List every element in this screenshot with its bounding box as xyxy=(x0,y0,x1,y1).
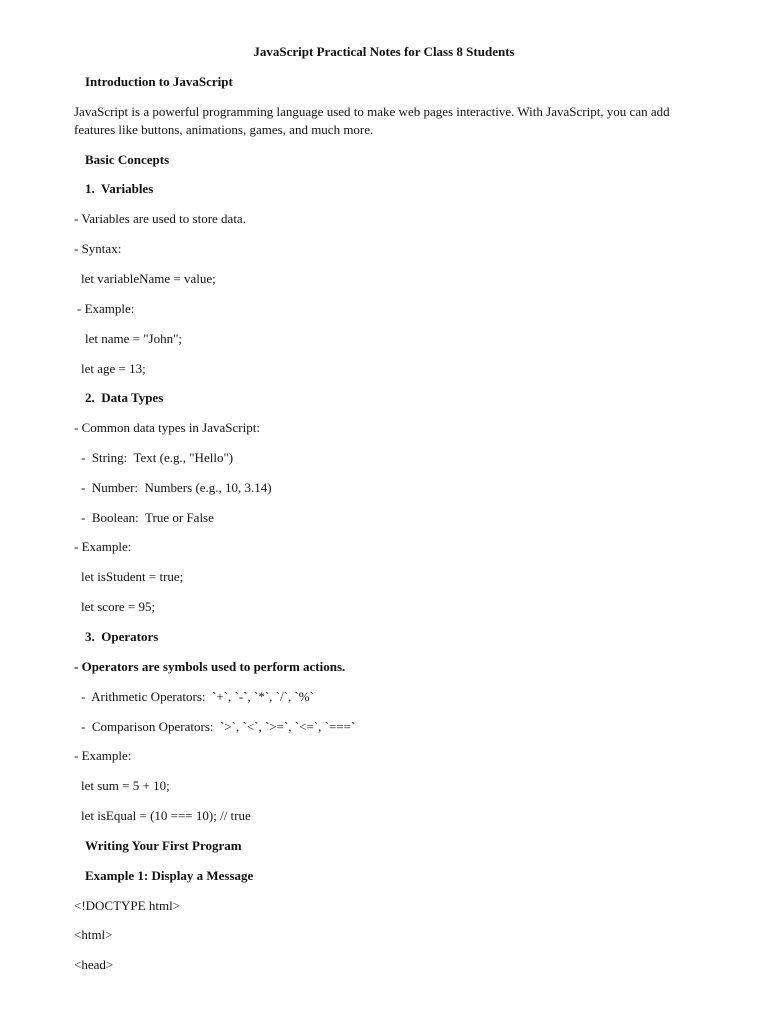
operators-example-line-2: let isEqual = (10 === 10); // true xyxy=(81,808,251,823)
variables-example-line-2: let age = 13; xyxy=(81,361,146,376)
data-type-string: - String: Text (e.g., "Hello") xyxy=(81,450,234,465)
operators-arithmetic: - Arithmetic Operators: `+`, `-`, `*`, `/`, `%` xyxy=(81,689,314,704)
variables-description: - Variables are used to store data. xyxy=(74,211,246,226)
data-type-number: - Number: Numbers (e.g., 10, 3.14) xyxy=(81,480,272,495)
variables-example-label: - Example: xyxy=(77,301,135,316)
code-line-html: <html> xyxy=(74,927,113,942)
variables-syntax-code: let variableName = value; xyxy=(81,271,216,286)
example-1-heading: Example 1: Display a Message xyxy=(85,868,254,883)
operators-example-line-1: let sum = 5 + 10; xyxy=(81,778,170,793)
data-types-heading: 2. Data Types xyxy=(85,390,164,405)
code-line-head: <head> xyxy=(74,957,114,972)
operators-comparison: - Comparison Operators: `>`, `<`, `>=`, `<=`, `===` xyxy=(81,719,356,734)
operators-description: - Operators are symbols used to perform actions. xyxy=(74,659,346,674)
basic-concepts-heading: Basic Concepts xyxy=(85,152,170,167)
data-type-boolean: - Boolean: True or False xyxy=(81,510,214,525)
intro-paragraph-line-2: features like buttons, animations, games, and much more. xyxy=(74,122,374,137)
code-line-doctype: <!DOCTYPE html> xyxy=(74,898,181,913)
document-title: JavaScript Practical Notes for Class 8 Students xyxy=(253,44,515,59)
operators-heading: 3. Operators xyxy=(85,629,159,644)
data-types-example-line-2: let score = 95; xyxy=(81,599,156,614)
variables-heading: 1. Variables xyxy=(85,181,154,196)
data-types-example-label: - Example: xyxy=(74,539,132,554)
variables-example-line-1: let name = "John"; xyxy=(85,331,183,346)
operators-example-label: - Example: xyxy=(74,748,132,763)
variables-syntax-label: - Syntax: xyxy=(74,241,122,256)
first-program-heading: Writing Your First Program xyxy=(85,838,242,853)
data-types-example-line-1: let isStudent = true; xyxy=(81,569,184,584)
intro-paragraph-line-1: JavaScript is a powerful programming language used to make web pages interactive. With JavaScript, you can add xyxy=(74,104,670,119)
intro-heading: Introduction to JavaScript xyxy=(85,74,233,89)
data-types-description: - Common data types in JavaScript: xyxy=(74,420,260,435)
